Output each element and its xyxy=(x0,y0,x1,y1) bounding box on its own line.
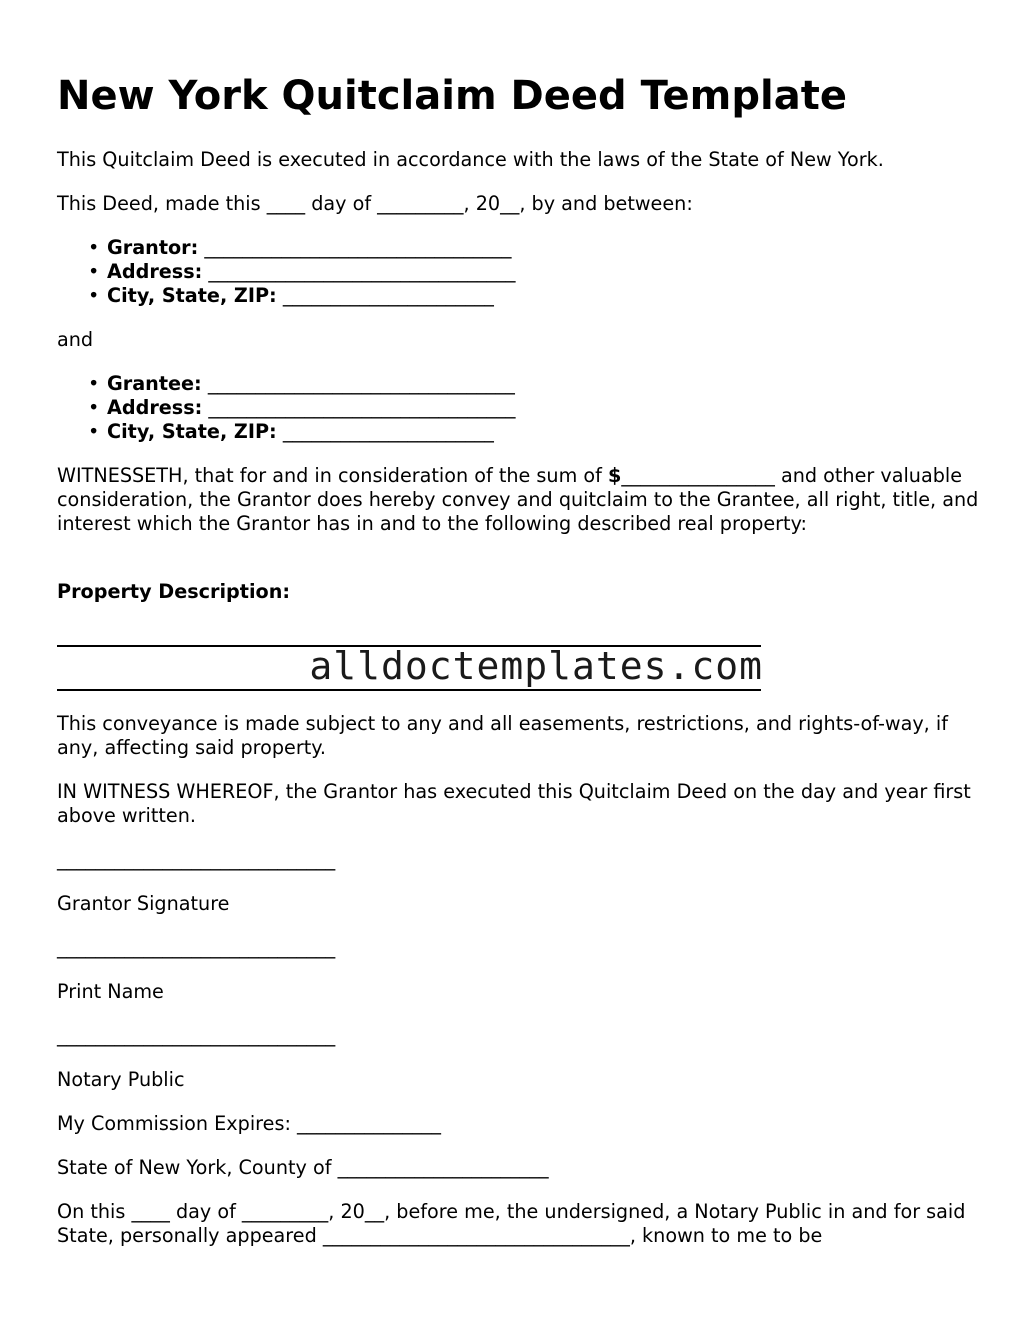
county-line: State of New York, County of ______________________ xyxy=(57,1156,549,1179)
and-text: and xyxy=(57,328,94,351)
grantor-label: Grantor: xyxy=(107,236,199,259)
grantor-list xyxy=(57,236,515,308)
grantor-city-blank: ______________________ xyxy=(282,284,494,307)
grantor-blank: ________________________________ xyxy=(204,236,512,259)
property-line xyxy=(57,689,761,691)
list-item xyxy=(57,372,515,396)
grantee-address-blank: ________________________________ xyxy=(208,396,516,419)
list-item xyxy=(57,420,515,444)
witnesseth-paragraph xyxy=(57,464,987,536)
bullet-icon: • xyxy=(88,260,100,283)
grantee-blank: ________________________________ xyxy=(207,372,515,395)
print-name-line: _____________________________ xyxy=(57,936,336,959)
dollar-sign: $ xyxy=(607,464,622,487)
grantee-list xyxy=(57,372,515,444)
bullet-icon: • xyxy=(88,372,100,395)
watermark: alldoctemplates.com xyxy=(309,644,763,688)
print-name-label: Print Name xyxy=(57,980,164,1003)
grantee-city-blank: ______________________ xyxy=(282,420,494,443)
bullet-icon: • xyxy=(88,396,100,419)
grantor-city-label: City, State, ZIP: xyxy=(107,284,277,307)
witnesseth-before: WITNESSETH, that for and in consideration of the sum of xyxy=(57,464,608,487)
intro-paragraph: This Quitclaim Deed is executed in accordance with the laws of the State of New York. xyxy=(57,148,884,171)
bullet-icon: • xyxy=(88,284,100,307)
commission-expires: My Commission Expires: _______________ xyxy=(57,1112,441,1135)
property-description-label: Property Description: xyxy=(57,580,291,603)
page-title: New York Quitclaim Deed Template xyxy=(57,73,847,119)
list-item xyxy=(57,284,515,308)
notary-public-label: Notary Public xyxy=(57,1068,185,1091)
grantor-address-blank: ________________________________ xyxy=(208,260,516,283)
easements-paragraph: This conveyance is made subject to any and all easements, restrictions, and rights-of-way, if any, affecting said property. xyxy=(57,712,948,759)
grantee-city-label: City, State, ZIP: xyxy=(107,420,277,443)
in-witness-paragraph: IN WITNESS WHEREOF, the Grantor has executed this Quitclaim Deed on the day and year first above written. xyxy=(57,780,971,827)
signature-line: _____________________________ xyxy=(57,848,336,871)
grantee-label: Grantee: xyxy=(107,372,202,395)
grantee-address-label: Address: xyxy=(107,396,203,419)
grantor-signature-label: Grantor Signature xyxy=(57,892,230,915)
list-item xyxy=(57,396,515,420)
acknowledgment-paragraph: On this ____ day of _________, 20__, before me, the undersigned, a Notary Public in and for said State, personally appeared ________________________________, known to me to be xyxy=(57,1200,966,1247)
notary-line: _____________________________ xyxy=(57,1024,336,1047)
list-item xyxy=(57,236,515,260)
grantor-address-label: Address: xyxy=(107,260,203,283)
bullet-icon: • xyxy=(88,236,100,259)
list-item xyxy=(57,260,515,284)
bullet-icon: • xyxy=(88,420,100,443)
deed-date-line: This Deed, made this ____ day of _________, 20__, by and between: xyxy=(57,192,693,215)
witnesseth-after: ________________ and other valuable consideration, the Grantor does hereby convey and quitclaim to the Grantee, all right, title, and interest which the Grantor has in and to the following described real property: xyxy=(57,464,979,535)
